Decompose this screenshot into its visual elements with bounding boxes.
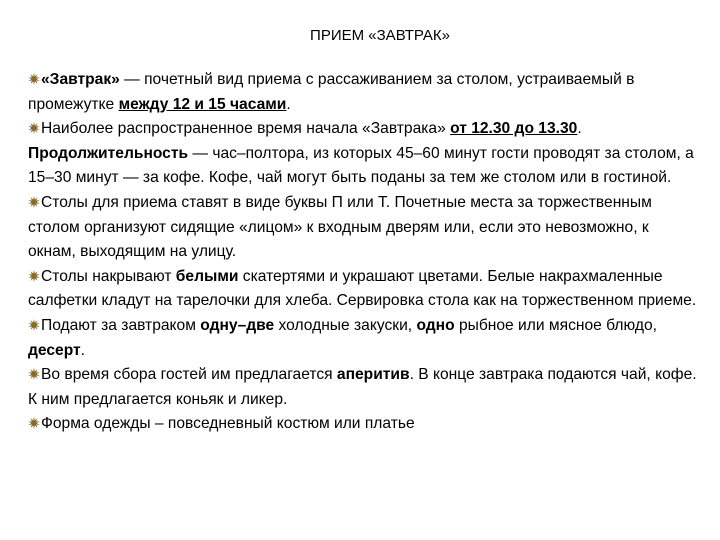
- star-burst-icon: [28, 270, 40, 282]
- text-run: Столы для приема ставят в виде буквы П или Т. Почетные места за торжественным столом организуют сидящие «лицом» к входным дверям или, если это невозможно, к окнам, выходящим на улицу.: [28, 193, 652, 261]
- star-burst-icon: [28, 122, 40, 134]
- paragraph: [28, 363, 700, 412]
- text-run: скатертями и украшают цветами. Белые накрахмаленные салфетки кладут на тарелочки для хлеба. Сервировка стола как на торжественном приеме.: [28, 267, 697, 310]
- paragraph: [28, 314, 700, 363]
- star-burst-icon: [28, 417, 40, 429]
- text-run: — почетный вид приема с рассаживанием за столом, устраиваемый в промежутке: [28, 71, 635, 113]
- text-run: .: [577, 120, 582, 138]
- paragraph: [28, 191, 700, 265]
- text-run: Наиболее распространенное время начала «Завтрака»: [41, 120, 451, 138]
- emphasis-text: десерт: [28, 341, 81, 359]
- text-run: холодные закуски,: [274, 316, 417, 334]
- paragraph: [28, 68, 700, 117]
- text-run: . В конце завтрака подаются чай, кофе. К ним предлагается коньяк и ликер.: [28, 366, 697, 408]
- star-burst-icon: [28, 319, 40, 331]
- paragraph: [28, 412, 700, 437]
- emphasis-text: аперитив: [336, 366, 410, 384]
- text-run: Во время сбора гостей им предлагается: [41, 366, 337, 384]
- emphasis-text: Продолжительность: [28, 144, 189, 162]
- emphasis-text: «Завтрак»: [41, 71, 120, 88]
- star-burst-icon: [28, 196, 40, 208]
- emphasis-text: белыми: [175, 267, 239, 285]
- text-run: Столы накрывают: [41, 267, 176, 285]
- star-burst-icon: [28, 73, 40, 85]
- emphasis-text: между 12 и 15 часами: [118, 95, 287, 113]
- paragraph: [28, 117, 700, 142]
- text-run: .: [80, 341, 86, 359]
- text-run: рыбное или мясное блюдо,: [454, 316, 657, 334]
- text-run: .: [286, 95, 291, 113]
- slide-body: [28, 68, 700, 437]
- paragraph: [28, 142, 700, 191]
- text-run: Подают за завтраком: [41, 316, 201, 334]
- paragraph: [28, 265, 700, 314]
- emphasis-text: от 12.30 до 13.30: [450, 120, 578, 138]
- text-run: Форма одежды – повседневный костюм или платье: [41, 415, 415, 433]
- emphasis-text: одно: [416, 316, 455, 334]
- slide-title: ПРИЕМ «ЗАВТРАК»: [310, 27, 450, 44]
- emphasis-text: одну–две: [200, 316, 275, 334]
- star-burst-icon: [28, 368, 40, 380]
- text-run: — час–полтора, из которых 45–60 минут гости проводят за столом, а 15–30 минут — за кофе. Кофе, чай могут быть поданы за тем же столом или в гостиной.: [28, 144, 694, 187]
